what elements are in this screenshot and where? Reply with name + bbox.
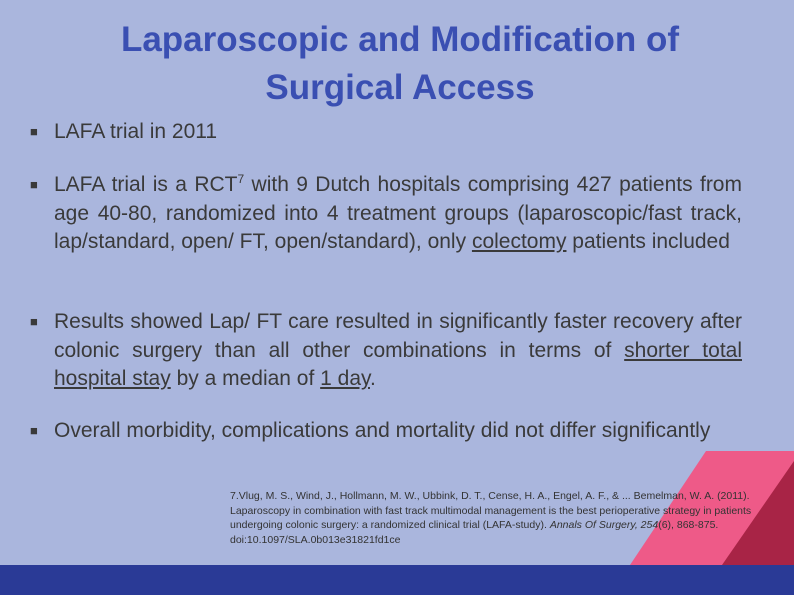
bullet-1-text: LAFA trial in 2011 (54, 120, 218, 143)
bullet-marker: ■ (30, 177, 38, 192)
bullet-marker: ■ (30, 423, 38, 438)
citation-superscript: 7 (237, 172, 245, 186)
reference-citation: 7.Vlug, M. S., Wind, J., Hollmann, M. W., Ubbink, D. T., Cense, H. A., Engel, A. F., & ... Bemelman, W. A. (2011). Laparoscopy in combination with fast track multimodal management is the best perioperative strategy in patients undergoing colonic surgery: a randomized clinical trial (LAFA-study). Annals Of Surgery, 254(6), 868-875. doi:10.1097/SLA.0b013e31821fd1ce (230, 490, 752, 546)
title-line-1: Laparoscopic and Modification of (120, 20, 680, 59)
hospital-stay-link[interactable]: shorter total hospital stay (54, 338, 742, 390)
colectomy-link[interactable]: colectomy (471, 230, 567, 253)
title-line-2: Surgical Access (265, 68, 535, 107)
bullet-marker: ■ (30, 314, 38, 329)
journal-name: Annals Of Surgery, 254 (549, 519, 659, 531)
bullet-3-text: Results showed Lap/ FT care resulted in significantly faster recovery after colonic surgery than all other combinations in terms of shorter total hospital stay by a median of 1 day. (54, 310, 742, 390)
bullet-marker: ■ (30, 124, 38, 139)
bullet-2-text: LAFA trial is a RCT$^7$ with 9 Dutch hospitals comprising 427 patients from age 40-80, randomized into 4 treatment groups (laparoscopic/fast track, lap/standard, open/ FT, open/standard), only colectomy patients included (54, 172, 742, 253)
bullet-4-text: Overall morbidity, complications and mortality did not differ significantly (54, 419, 711, 442)
one-day-link[interactable]: 1 day (320, 367, 370, 390)
